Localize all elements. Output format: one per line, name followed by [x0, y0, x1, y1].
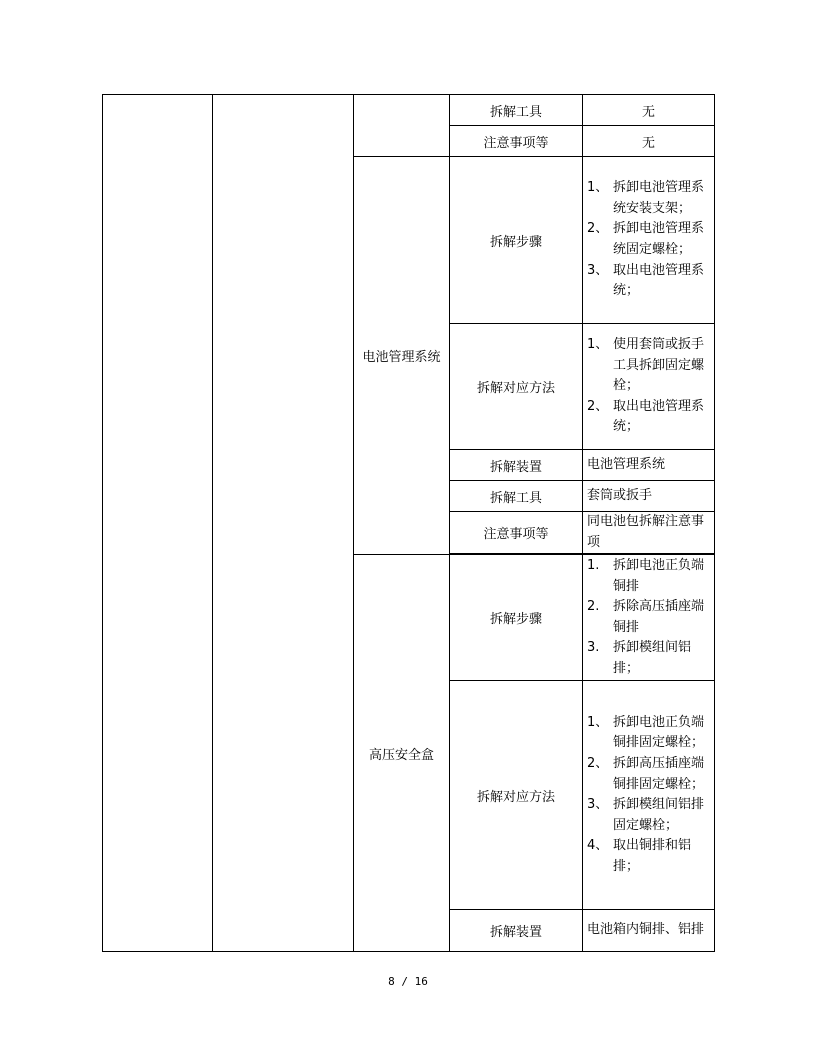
prev-component-cell [354, 95, 450, 157]
list-item: 1、 使用套筒或扳手工具拆卸固定螺栓； [587, 337, 705, 394]
row-label: 注意事项等 [450, 512, 583, 554]
col2-blank-cell [213, 95, 354, 952]
row-value: 无 [583, 126, 715, 157]
list-item: 3、 拆卸模组间铝排固定螺栓； [587, 797, 705, 833]
list-item: 2、 取出电池管理系统； [587, 398, 705, 435]
bms-steps-list [583, 157, 715, 324]
row-label: 拆解装置 [450, 910, 583, 952]
hv-methods-list [583, 681, 715, 910]
list-item: 2. 拆除高压插座端铜排 [587, 599, 705, 635]
list-item: 2、 拆卸高压插座端铜排固定螺栓； [587, 756, 705, 792]
row-label: 拆解步骤 [450, 555, 583, 681]
list-item: 1. 拆卸电池正负端铜排 [587, 557, 705, 594]
row-label: 拆解工具 [450, 95, 583, 126]
row-value: 同电池包拆解注意事项 [583, 512, 715, 554]
row-label: 拆解装置 [450, 450, 583, 481]
row-value: 无 [583, 95, 715, 126]
hv-box-component-cell: 高压安全盒 [354, 555, 450, 952]
row-value: 套筒或扳手 [583, 481, 715, 512]
list-item: 1、 拆卸电池正负端铜排固定螺栓； [587, 714, 705, 751]
row-value: 电池管理系统 [583, 450, 715, 481]
row-label: 注意事项等 [450, 126, 583, 157]
row-label: 拆解工具 [450, 481, 583, 512]
col1-blank-cell [103, 95, 213, 952]
row-value: 电池箱内铜排、铝排 [583, 910, 715, 952]
disassembly-table [102, 94, 715, 952]
list-item: 3、 取出电池管理系统； [587, 262, 705, 299]
row-label: 拆解步骤 [450, 157, 583, 324]
list-item: 1、 拆卸电池管理系统安装支架； [587, 180, 705, 216]
list-item: 2、 拆卸电池管理系统固定螺栓； [587, 221, 705, 257]
list-item: 3. 拆卸模组间铝排； [587, 640, 692, 676]
row-label: 拆解对应方法 [450, 681, 583, 910]
bms-methods-list [583, 324, 715, 450]
hv-steps-list [583, 555, 715, 681]
row-label: 拆解对应方法 [450, 324, 583, 450]
page-number: 8 / 16 [388, 975, 428, 988]
list-item: 4、 取出铜排和铝排； [587, 838, 692, 874]
bms-component-cell: 电池管理系统 [354, 157, 450, 555]
